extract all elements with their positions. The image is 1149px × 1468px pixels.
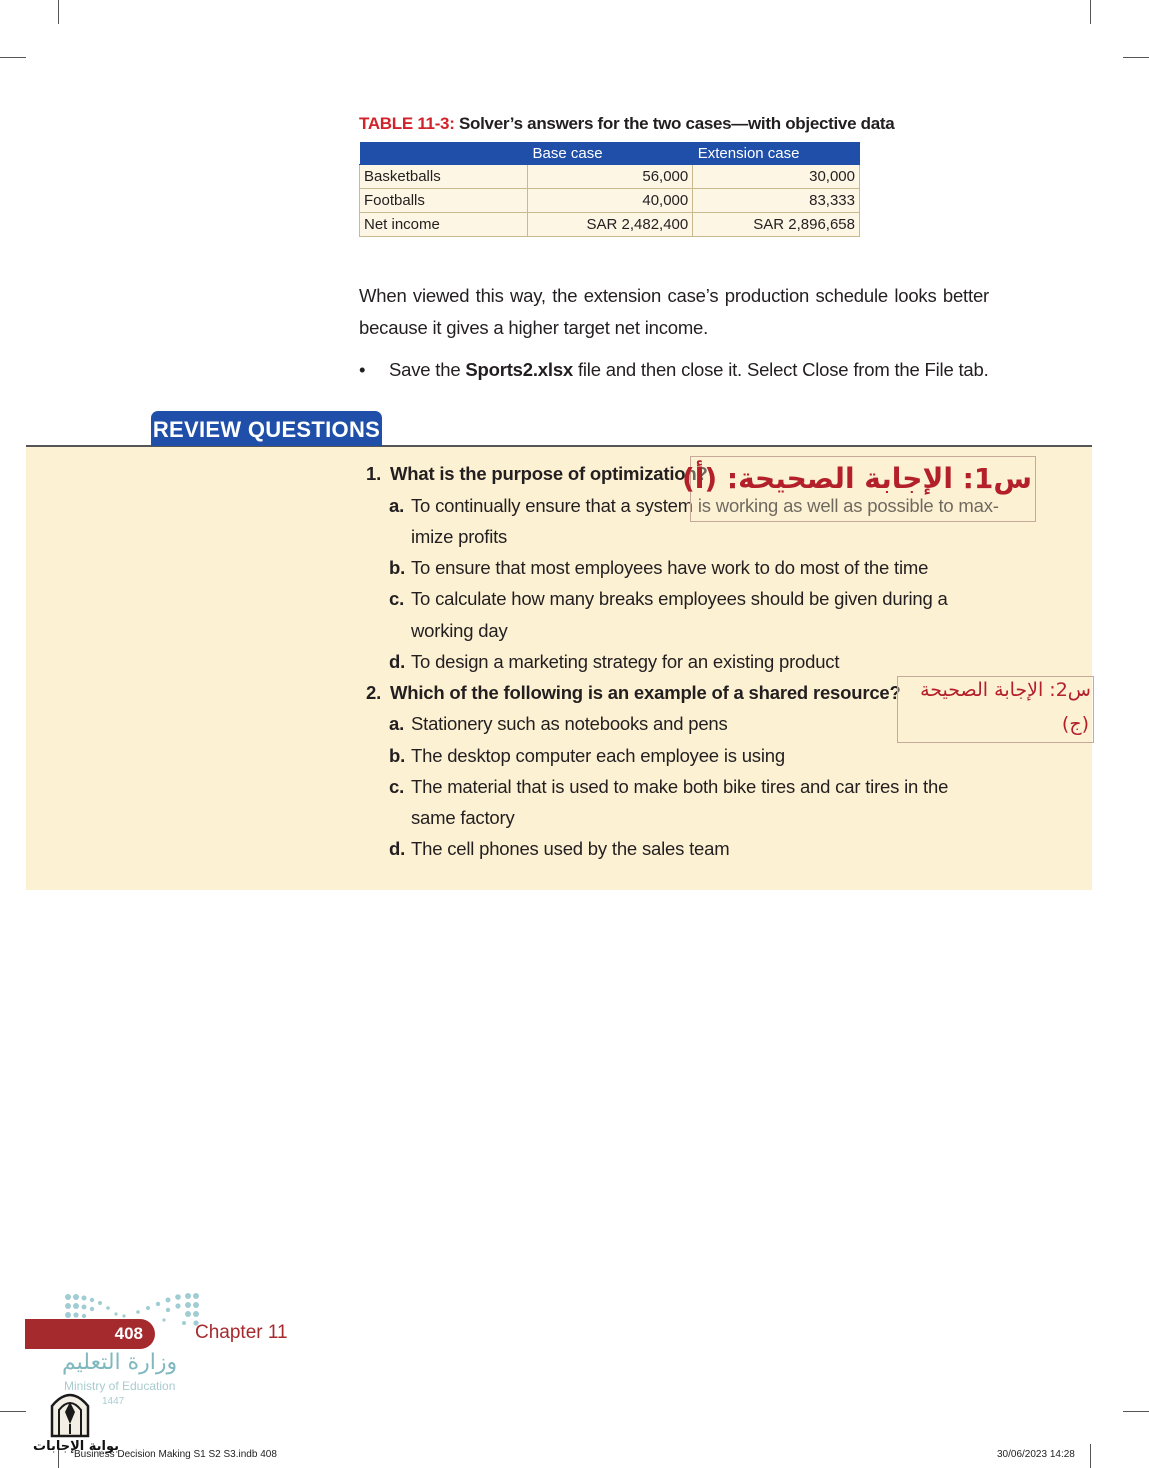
site-watermark: بوابة الإجابات: [33, 1439, 119, 1454]
chapter-label: Chapter 11: [195, 1322, 288, 1343]
option-text: Stationery such as notebooks and pens: [411, 713, 728, 734]
bullet-filename: Sports2.xlsx: [465, 359, 573, 380]
instruction-bullet: [359, 356, 989, 384]
option-text: To calculate how many breaks employees should be given during a: [411, 588, 948, 609]
crop-mark: [58, 0, 59, 24]
base-value: 56,000: [528, 165, 693, 189]
crop-mark: [1123, 57, 1149, 58]
crop-mark: [1090, 1444, 1091, 1468]
gate-logo-icon: [48, 1388, 92, 1438]
option-letter: c.: [389, 776, 405, 797]
crop-mark: [0, 57, 26, 58]
question-1: [366, 463, 708, 485]
option-letter: a.: [389, 713, 405, 734]
ministry-year: 1447: [102, 1396, 125, 1407]
row-label: Footballs: [360, 189, 528, 213]
page-number: 408: [25, 1319, 155, 1349]
solver-table: [359, 142, 860, 237]
bullet-text-post: file and then close it. Select Close from the File tab.: [573, 359, 989, 380]
option-letter: d.: [389, 838, 406, 859]
crop-mark: [1090, 0, 1091, 24]
table-caption: Solver’s answers for the two cases—with objective data: [454, 114, 895, 133]
option-letter: d.: [389, 651, 406, 672]
ministry-name-arabic: وزارة التعليم: [62, 1350, 178, 1375]
file-slug: Business Decision Making S1 S2 S3.indb 408: [74, 1449, 277, 1460]
option-text: The cell phones used by the sales team: [411, 838, 730, 859]
table-number: TABLE 11-3:: [359, 114, 455, 133]
q2-option-b: [389, 745, 785, 767]
extension-value: 83,333: [693, 189, 860, 213]
table-header-base: Base case: [528, 142, 693, 165]
table-header-row: [360, 142, 860, 165]
table-row: [360, 213, 860, 237]
body-paragraph: When viewed this way, the extension case’s production schedule looks better because it gives a higher target net income.: [359, 285, 989, 338]
option-letter: b.: [389, 557, 406, 578]
answer-1-text: س1: الإجابة الصحيحة: (أ): [681, 462, 1032, 495]
table-header-extension: Extension case: [693, 142, 860, 165]
option-text: To design a marketing strategy for an existing product: [411, 651, 840, 672]
bullet-dot-icon: •: [359, 359, 366, 380]
q2-option-a: [389, 713, 728, 735]
bullet-text-pre: Save the: [389, 359, 466, 380]
option-text: The desktop computer each employee is using: [411, 745, 785, 766]
table-header-blank: [360, 142, 528, 165]
option-letter: c.: [389, 588, 405, 609]
base-value: SAR 2,482,400: [528, 213, 693, 237]
q1-option-b: [389, 557, 928, 579]
crop-mark: [0, 1411, 26, 1412]
option-letter: a.: [389, 495, 405, 516]
table-title: [359, 114, 894, 134]
row-label: Net income: [360, 213, 528, 237]
answer-2-line-2: (ج): [1061, 713, 1089, 735]
ministry-name-english: Ministry of Education: [64, 1379, 176, 1393]
option-text: The material that is used to make both bike tires and car tires in the: [411, 776, 949, 797]
answer-2-line-1: س2: الإجابة الصحيحة: [920, 679, 1091, 701]
q1-option-c: [389, 588, 948, 610]
question-text: What is the purpose of optimization?: [390, 463, 708, 484]
option-text: To ensure that most employees have work to do most of the time: [411, 557, 929, 578]
question-number: 1.: [366, 463, 382, 484]
option-text: To continually ensure that a system is working as well as possible to max-: [411, 495, 999, 516]
q1-option-d: [389, 651, 839, 673]
review-questions-heading: REVIEW QUESTIONS: [151, 411, 382, 446]
q2-option-c-cont: same factory: [411, 807, 515, 828]
question-number: 2.: [366, 682, 382, 703]
q2-option-c: [389, 776, 948, 798]
q1-option-c-cont: working day: [411, 620, 508, 641]
q1-option-a-cont: imize profits: [411, 526, 508, 547]
crop-mark: [1123, 1411, 1149, 1412]
extension-value: 30,000: [693, 165, 860, 189]
row-label: Basketballs: [360, 165, 528, 189]
table-row: [360, 189, 860, 213]
base-value: 40,000: [528, 189, 693, 213]
print-timestamp: 30/06/2023 14:28: [997, 1449, 1075, 1460]
question-text: Which of the following is an example of a shared resource?: [390, 682, 901, 703]
table-row: [360, 165, 860, 189]
question-2: [366, 682, 901, 704]
option-letter: b.: [389, 745, 406, 766]
extension-value: SAR 2,896,658: [693, 213, 860, 237]
q2-option-d: [389, 838, 729, 860]
